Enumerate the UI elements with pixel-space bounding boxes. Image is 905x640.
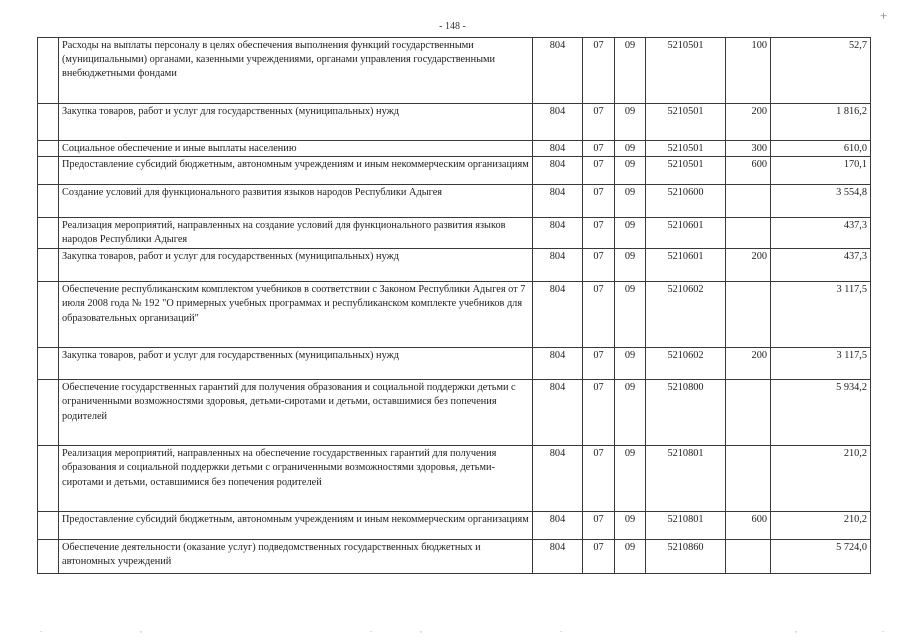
row-target-article: 5210602: [646, 348, 726, 380]
row-index-cell: [38, 157, 59, 185]
row-name: Обеспечение деятельности (оказание услуг) подведомственных государственных бюджетных и автономных учреждений: [59, 540, 533, 574]
table-row: [38, 249, 871, 282]
row-expense-type: 200: [726, 104, 771, 141]
row-target-article: 5210601: [646, 249, 726, 282]
row-expense-type: [726, 185, 771, 218]
row-target-article: 5210860: [646, 540, 726, 574]
row-amount: 437,3: [771, 218, 871, 249]
row-amount: 437,3: [771, 249, 871, 282]
row-subsection-code: 09: [615, 141, 646, 157]
row-index-cell: [38, 218, 59, 249]
row-target-article: 5210602: [646, 282, 726, 348]
row-target-article: 5210800: [646, 380, 726, 446]
row-section-code: 07: [583, 157, 615, 185]
row-target-article: 5210501: [646, 104, 726, 141]
row-name: Расходы на выплаты персоналу в целях обеспечения выполнения функций государственными (муниципальными) органами, казенными учреждениями, органами управления государственными внебюджетными фондами: [59, 38, 533, 104]
row-amount: 3 117,5: [771, 282, 871, 348]
row-section-code: 07: [583, 141, 615, 157]
row-target-article: 5210601: [646, 218, 726, 249]
row-subsection-code: 09: [615, 249, 646, 282]
row-amount: 1 816,2: [771, 104, 871, 141]
row-name: Предоставление субсидий бюджетным, автономным учреждениям и иным некоммерческим организациям: [59, 157, 533, 185]
row-name: Социальное обеспечение и иные выплаты населению: [59, 141, 533, 157]
row-ved-code: 804: [533, 157, 583, 185]
row-section-code: 07: [583, 540, 615, 574]
table-row: [38, 185, 871, 218]
row-subsection-code: 09: [615, 218, 646, 249]
row-subsection-code: 09: [615, 540, 646, 574]
row-subsection-code: 09: [615, 104, 646, 141]
row-expense-type: [726, 540, 771, 574]
row-name: Создание условий для функционального развития языков народов Республики Адыгея: [59, 185, 533, 218]
row-subsection-code: 09: [615, 512, 646, 540]
row-ved-code: 804: [533, 512, 583, 540]
row-section-code: 07: [583, 185, 615, 218]
row-index-cell: [38, 446, 59, 512]
row-expense-type: 100: [726, 38, 771, 104]
row-ved-code: 804: [533, 540, 583, 574]
row-expense-type: 200: [726, 348, 771, 380]
row-subsection-code: 09: [615, 446, 646, 512]
row-section-code: 07: [583, 380, 615, 446]
row-subsection-code: 09: [615, 38, 646, 104]
row-index-cell: [38, 38, 59, 104]
row-section-code: 07: [583, 249, 615, 282]
row-section-code: 07: [583, 38, 615, 104]
row-expense-type: [726, 282, 771, 348]
row-ved-code: 804: [533, 380, 583, 446]
row-ved-code: 804: [533, 348, 583, 380]
row-index-cell: [38, 380, 59, 446]
row-target-article: 5210501: [646, 141, 726, 157]
row-expense-type: [726, 380, 771, 446]
row-subsection-code: 09: [615, 282, 646, 348]
row-ved-code: 804: [533, 249, 583, 282]
row-amount: 5 724,0: [771, 540, 871, 574]
row-section-code: 07: [583, 104, 615, 141]
table-row: [38, 380, 871, 446]
row-section-code: 07: [583, 348, 615, 380]
row-name: Закупка товаров, работ и услуг для государственных (муниципальных) нужд: [59, 249, 533, 282]
table-row: [38, 348, 871, 380]
row-amount: 5 934,2: [771, 380, 871, 446]
row-subsection-code: 09: [615, 185, 646, 218]
row-section-code: 07: [583, 512, 615, 540]
row-section-code: 07: [583, 218, 615, 249]
row-target-article: 5210801: [646, 446, 726, 512]
row-name: Закупка товаров, работ и услуг для государственных (муниципальных) нужд: [59, 104, 533, 141]
row-name: Реализация мероприятий, направленных на обеспечение государственных гарантий для получения образования и социальной поддержки детьми с ограниченными возможностями здоровья, детьми-сиротами и детьми, оставшимися без попечения родителей: [59, 446, 533, 512]
row-section-code: 07: [583, 282, 615, 348]
row-name: Обеспечение государственных гарантий для получения образования и социальной поддержки детьми с ограниченными возможностями здоровья, детьми-сиротами и детьми, оставшимися без попечения родителей: [59, 380, 533, 446]
table-row: [38, 157, 871, 185]
row-ved-code: 804: [533, 38, 583, 104]
row-amount: 3 554,8: [771, 185, 871, 218]
row-index-cell: [38, 282, 59, 348]
row-expense-type: [726, 218, 771, 249]
row-expense-type: 200: [726, 249, 771, 282]
row-index-cell: [38, 104, 59, 141]
table-row: [38, 512, 871, 540]
table-row: [38, 218, 871, 249]
row-expense-type: 300: [726, 141, 771, 157]
table-row: [38, 446, 871, 512]
row-name: Закупка товаров, работ и услуг для государственных (муниципальных) нужд: [59, 348, 533, 380]
table-row: [38, 38, 871, 104]
row-amount: 610,0: [771, 141, 871, 157]
row-ved-code: 804: [533, 104, 583, 141]
row-name: Предоставление субсидий бюджетным, автономным учреждениям и иным некоммерческим организациям: [59, 512, 533, 540]
row-index-cell: [38, 512, 59, 540]
row-expense-type: [726, 446, 771, 512]
row-ved-code: 804: [533, 282, 583, 348]
row-index-cell: [38, 249, 59, 282]
table-row: [38, 540, 871, 574]
row-amount: 210,2: [771, 446, 871, 512]
row-name: Реализация мероприятий, направленных на создание условий для функционального развития языков народов Республики Адыгея: [59, 218, 533, 249]
row-target-article: 5210600: [646, 185, 726, 218]
row-subsection-code: 09: [615, 157, 646, 185]
row-target-article: 5210501: [646, 157, 726, 185]
row-name: Обеспечение республиканским комплектом учебников в соответствии с Законом Республики Адыгея от 7 июля 2008 года № 192 "О примерных учебных программах и республиканском комплекте учебников для образовательных организаций": [59, 282, 533, 348]
corner-mark: +: [880, 8, 888, 23]
row-amount: 3 117,5: [771, 348, 871, 380]
row-index-cell: [38, 185, 59, 218]
row-subsection-code: 09: [615, 348, 646, 380]
row-ved-code: 804: [533, 218, 583, 249]
row-target-article: 5210801: [646, 512, 726, 540]
row-expense-type: 600: [726, 157, 771, 185]
row-ved-code: 804: [533, 185, 583, 218]
table-row: [38, 104, 871, 141]
table-row: [38, 282, 871, 348]
row-ved-code: 804: [533, 446, 583, 512]
row-index-cell: [38, 141, 59, 157]
row-amount: 170,1: [771, 157, 871, 185]
row-amount: 52,7: [771, 38, 871, 104]
budget-table: [37, 37, 871, 574]
row-target-article: 5210501: [646, 38, 726, 104]
row-subsection-code: 09: [615, 380, 646, 446]
row-section-code: 07: [583, 446, 615, 512]
row-ved-code: 804: [533, 141, 583, 157]
row-amount: 210,2: [771, 512, 871, 540]
row-index-cell: [38, 348, 59, 380]
row-index-cell: [38, 540, 59, 574]
table-row: [38, 141, 871, 157]
row-expense-type: 600: [726, 512, 771, 540]
page-number: - 148 -: [439, 21, 466, 32]
